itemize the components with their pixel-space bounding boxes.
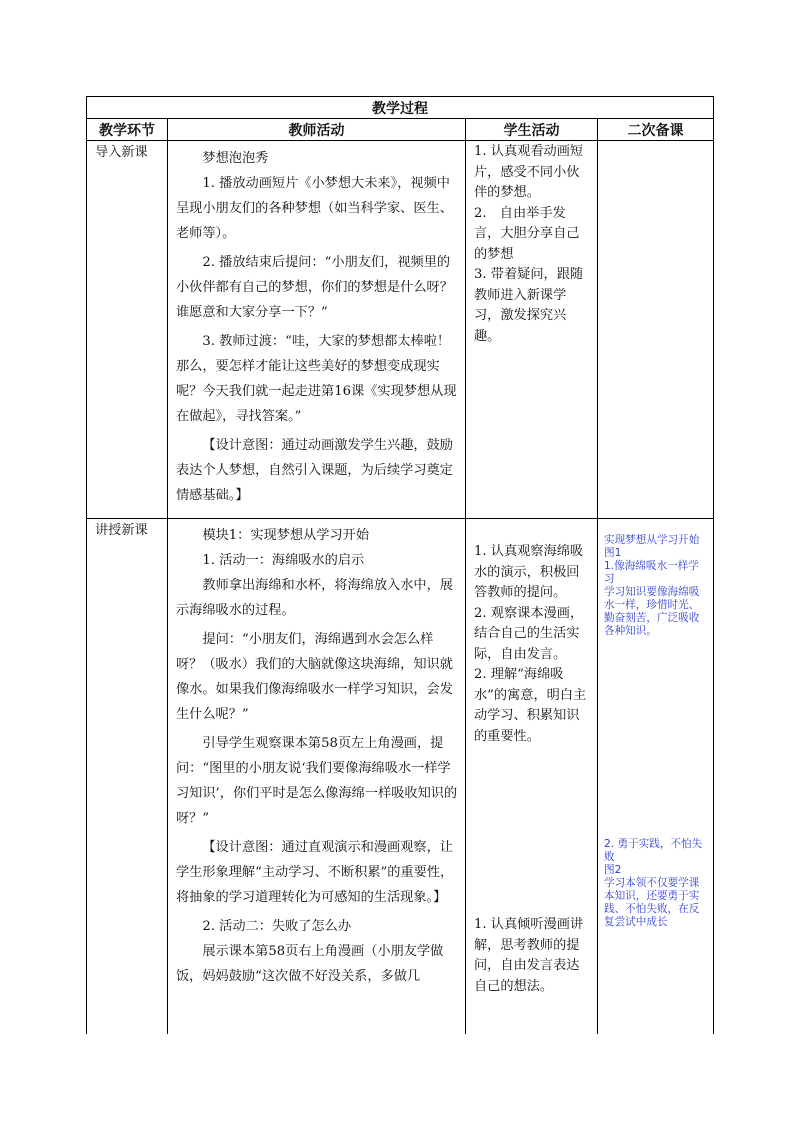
note-point-2: 2. 勇于实践，不怕失败 <box>604 838 703 863</box>
intro-student-3: 3. 带着疑问，跟随教师进入新课学习，激发探究兴趣。 <box>474 267 584 344</box>
activity-1-design-intent: 【设计意图：通过直观演示和漫画观察，让学生形象理解“主动学习、不断积累”的重要性，将抽象的学习道理转化为可感知的生活现象。】 <box>176 840 454 905</box>
student-cell-intro <box>474 142 592 518</box>
stage-cell-new-lesson: 讲授新课 <box>95 523 148 538</box>
note-figure-2: 图2 <box>604 864 622 876</box>
teacher-cell-new-lesson <box>176 523 459 1034</box>
header-notes: 二次备课 <box>627 122 684 139</box>
table-col-divider-3 <box>597 118 598 1034</box>
activity-2-title: 2. 活动二：失败了怎么办 <box>202 919 352 934</box>
notes-cell-2 <box>604 838 709 958</box>
table-col-divider-1 <box>167 118 168 1034</box>
table-col-divider-2 <box>465 118 466 1034</box>
lesson-student-3: 2. 理解“海绵吸水”的寓意，明白主动学习、积累知识的重要性。 <box>474 667 587 744</box>
intro-step-3: 3. 教师过渡：“哇，大家的梦想都太棒啦！那么，要怎样才能让这些美好的梦想变成现实呢？今天我们就一起走进第16课《实现梦想从现在做起》，寻找答案。” <box>176 334 457 424</box>
intro-design-intent: 【设计意图：通过动画激发学生兴趣，鼓励表达个人梦想，自然引入课题，为后续学习奠定情感基础。】 <box>176 438 453 503</box>
intro-step-2: 2. 播放结束后提问：“小朋友们，视频里的小伙伴都有自己的梦想，你们的梦想是什么呀？谁愿意和大家分享一下？” <box>176 255 453 320</box>
activity-1-demo: 教师拿出海绵和水杯，将海绵放入水中，展示海绵吸水的过程。 <box>176 578 453 618</box>
intro-activity-title: 梦想泡泡秀 <box>202 151 269 166</box>
activity-1-title: 1. 活动一：海绵吸水的启示 <box>202 553 365 568</box>
notes-cell-1 <box>604 534 709 674</box>
header-teacher: 教师活动 <box>288 122 345 139</box>
note-detail-2: 学习本领不仅要学课本知识，还要勇于实践、不怕失败，在反复尝试中成长 <box>604 877 700 928</box>
teacher-cell-intro <box>176 146 459 518</box>
note-detail-1: 学习知识要像海绵吸水一样，珍惜时光、勤奋刻苦，广泛吸收各种知识。 <box>604 586 700 637</box>
activity-1-question: 提问：“小朋友们，海绵遇到水会怎么样呀？（吸水）我们的大脑就像这块海绵，知识就像水。如果我们像海绵吸水一样学习知识，会发生什么呢？” <box>176 632 453 722</box>
note-heading: 实现梦想从学习开始 <box>604 534 700 546</box>
student-cell-activity-2 <box>474 915 592 1015</box>
note-point-1: 1.像海绵吸水一样学习 <box>604 560 699 585</box>
activity-1-comic: 引导学生观察课本第58页左上角漫画，提问：“图里的小朋友说‘我们要像海绵吸水一样学习知识’，你们平时是怎么像海绵一样吸收知识的呀？” <box>176 736 458 826</box>
lesson-student-1: 1. 认真观察海绵吸水的演示，积极回答教师的提问。 <box>474 544 584 600</box>
header-student: 学生活动 <box>503 122 560 139</box>
lesson-student-4: 1. 认真倾听漫画讲解，思考教师的提问，自由发言表达自己的想法。 <box>474 917 584 994</box>
activity-2-comic: 展示课本第58页右上角漫画（小朋友学做饭，妈妈鼓励“这次做不好没关系，多做几 <box>176 944 444 984</box>
table-border-right <box>713 96 714 1034</box>
intro-student-2: 2. 自由举手发言，大胆分享自己的梦想 <box>474 205 580 262</box>
lesson-student-2: 2. 观察课本漫画，结合自己的生活实际，自由发言。 <box>474 605 584 662</box>
table-title: 教学过程 <box>372 100 428 117</box>
table-border-header <box>86 140 714 141</box>
stage-cell-intro: 导入新课 <box>95 145 148 160</box>
note-figure-1: 图1 <box>604 547 622 559</box>
module-title: 模块1：实现梦想从学习开始 <box>202 528 370 543</box>
table-border-row1 <box>86 518 714 519</box>
intro-step-1: 1. 播放动画短片《小梦想大未来》，视频中呈现小朋友们的各种梦想（如当科学家、医生、老师等）。 <box>176 176 453 241</box>
intro-student-1: 1. 认真观看动画短片，感受不同小伙伴的梦想。 <box>474 144 584 200</box>
header-stage: 教学环节 <box>99 122 155 139</box>
student-cell-activity-1 <box>474 542 592 782</box>
